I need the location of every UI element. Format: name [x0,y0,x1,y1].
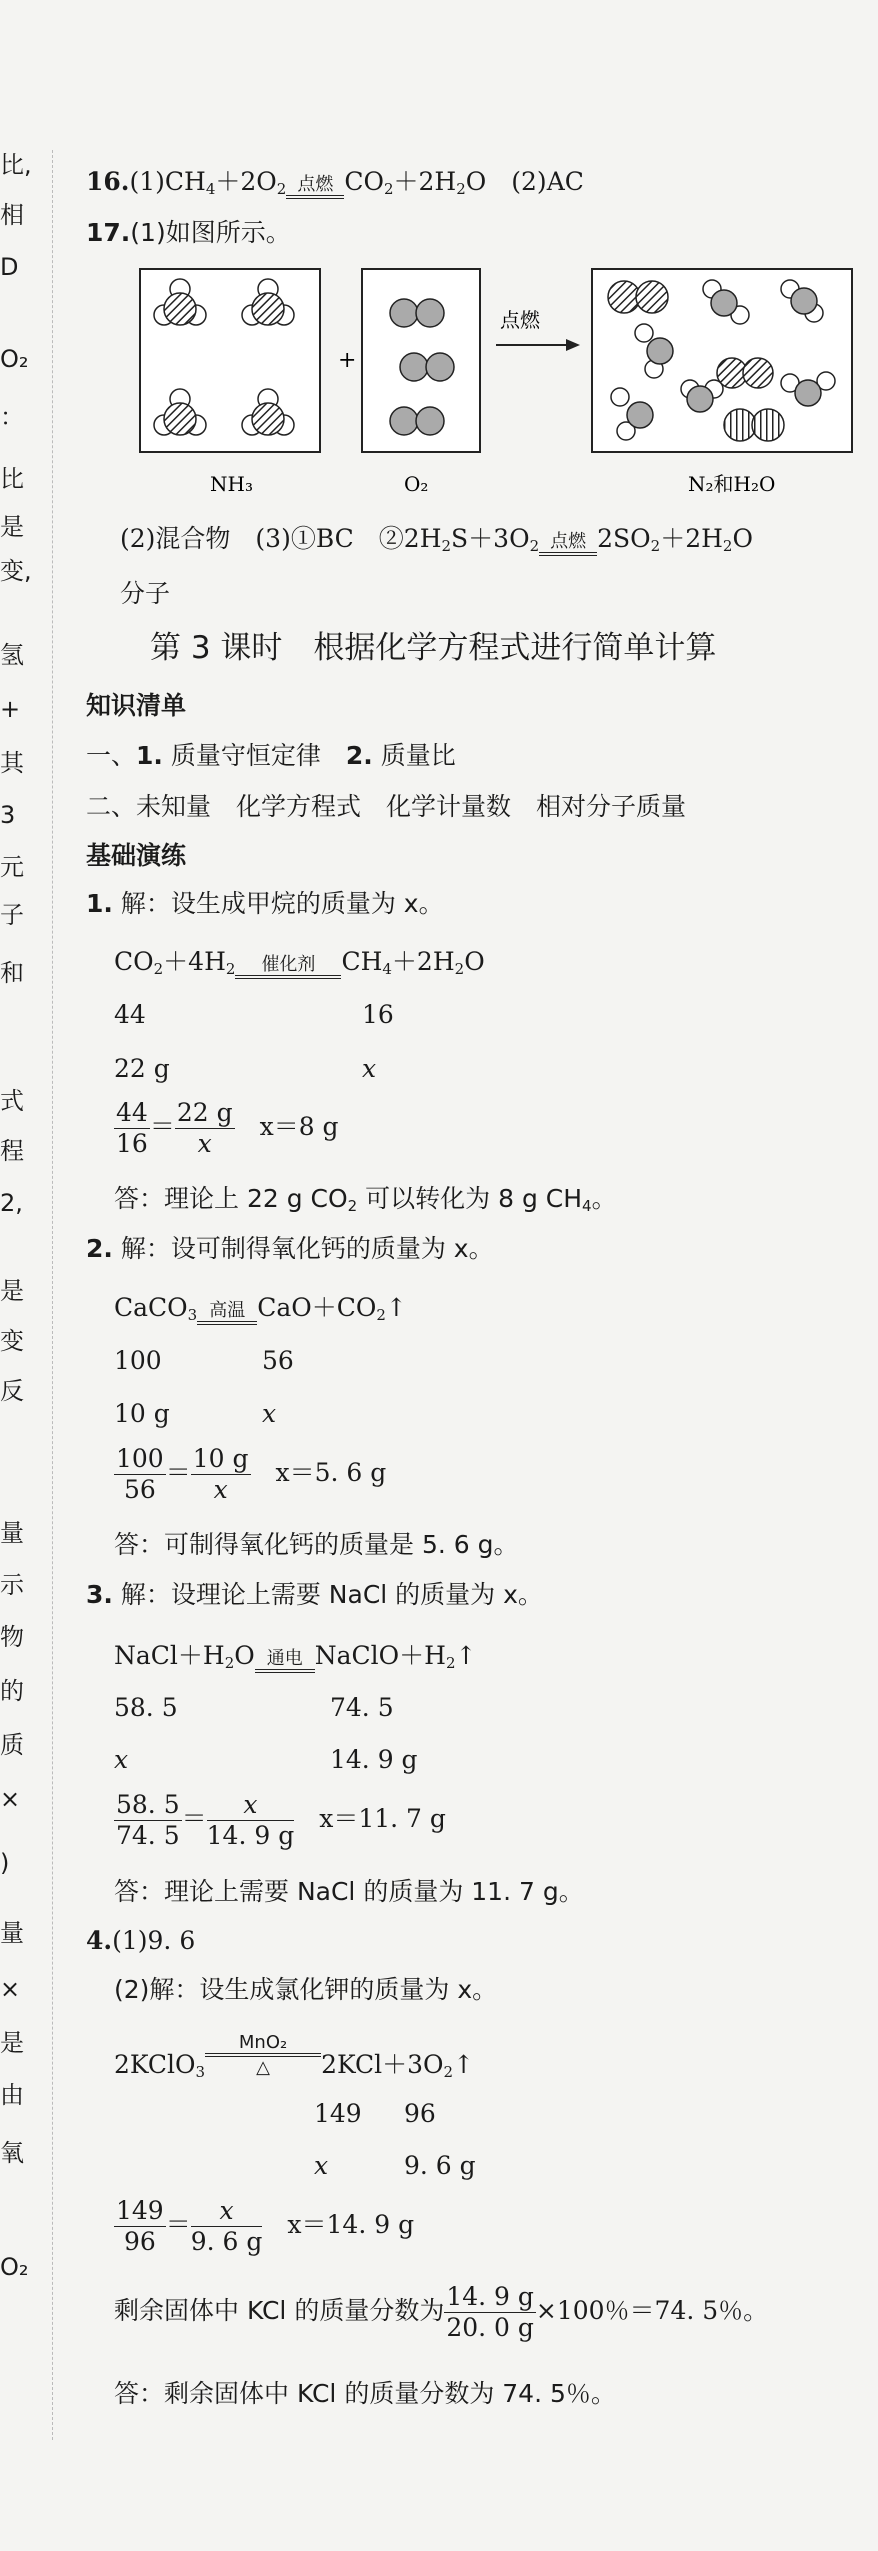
edge-char: 其 [0,749,24,777]
edge-char: 的 [0,1677,24,1705]
edge-char: 质 [0,1731,24,1759]
edge-char: 量 [0,1919,24,1947]
problem-1-answer: 答：理论上 22 g $CO_2$ 可以转化为 8 g $CH_4$。 [114,1184,617,1215]
edge-char: 是 [0,1277,24,1305]
problem-3-answer: 答：理论上需要 NaCl 的质量为 11. 7 g。 [114,1877,584,1906]
section-practice-title: 基础演练 [86,841,187,870]
question-17-part2: (2)混合物 (3)①BC $②2H_2S+3O_2$ 点燃 $2SO_2+2H_2O$ [120,524,753,555]
problem-3-ratio-b: 74. 5 [330,1693,394,1722]
edge-char: × [0,1785,21,1813]
problem-4-part2-intro: (2)解：设生成氯化钾的质量为 x。 [114,1975,498,2004]
problem-4-answer: 答：剩余固体中 KCl 的质量分数为 74. 5％。 [114,2379,616,2408]
label-n2-h2o: N₂和H₂O [688,472,776,496]
label-nh3: NH₃ [210,472,253,496]
problem-2-equation: CaCO$_3$ 高温 $CaO+CO_2↑$ [114,1293,407,1324]
problem-2-ratio-b: 56 [262,1346,294,1375]
problem-2-ratio-a: 100 [114,1346,162,1375]
edge-char: 氢 [0,641,24,669]
edge-char: 量 [0,1519,24,1547]
knowledge-line-2: 二、未知量 化学方程式 化学计量数 相对分子质量 [86,792,687,821]
column-divider [52,150,53,2440]
edge-char: 比, [0,151,32,179]
edge-char: 3 [0,801,16,829]
edge-char: 2, [0,1189,23,1217]
edge-char: ) [0,1849,10,1877]
edge-char: 氧 [0,2139,24,2167]
problem-4-part1: 4.(1)9. 6 [86,1926,196,1955]
section-knowledge-title: 知识清单 [86,691,187,720]
edge-char: O₂ [0,2253,29,2281]
problem-1-ratio-a: 44 [114,1000,146,1029]
problem-4-ratio-a: 149 [314,2099,362,2128]
edge-char: × [0,1975,21,2003]
problem-1-proportion: $\frac{44}{16}$ ＝ $\frac{22 g}{x}$ x＝8 g [116,1098,339,1158]
problem-1-intro: 1. 解：设生成甲烷的质量为 x。 [86,889,444,918]
edge-char: 物 [0,1623,24,1651]
edge-char: D [0,253,19,281]
lesson-title: 第 3 课时 根据化学方程式进行简单计算 [150,630,717,666]
question-17-part2-cont: 分子 [120,579,171,608]
edge-char: + [0,695,21,723]
problem-2-mass-a: 10 g [114,1399,170,1428]
edge-char: 变, [0,557,32,585]
problem-2-answer: 答：可制得氧化钙的质量是 5. 6 g。 [114,1530,519,1559]
edge-char: 和 [0,959,24,987]
molecule-diagram [100,255,860,515]
edge-char: 变 [0,1327,24,1355]
problem-2-mass-b: x [262,1399,277,1428]
problem-1-equation: $CO_2+4H_2$ 催化剂 $CH_4+2H_2O$ [114,947,485,978]
edge-char: 由 [0,2081,24,2109]
edge-char: 示 [0,1571,24,1599]
problem-3-equation: $NaCl+H_2O$ 通电 $NaClO+H_2↑$ [114,1641,477,1672]
problem-4-percentage: 剩余固体中 KCl 的质量分数为 $\frac{14. 9 g}{20. 0 g}$ ×100％＝74. 5％。 [114,2282,769,2342]
problem-3-ratio-a: 58. 5 [114,1693,178,1722]
edge-char: 比 [0,465,24,493]
edge-char: 是 [0,513,24,541]
problem-4-ratio-b: 96 [404,2099,436,2128]
question-16: $16.(1)CH_4+2O_2$ 点燃 $CO_2+2H_2O$ (2)AC [86,167,584,198]
edge-char: 子 [0,901,24,929]
edge-char: 元 [0,853,24,881]
problem-3-proportion: $\frac{58. 5}{74. 5}$ ＝ $\frac{x}{14. 9 g}$ x＝11. 7 g [116,1790,446,1850]
question-17: 17.(1)如图所示。 [86,218,291,247]
problem-3-mass-a: x [114,1745,129,1774]
arrow-label: 点燃 [500,308,540,332]
problem-4-mass-a: x [314,2151,329,2180]
problem-1-mass-a: 22 g [114,1054,170,1083]
problem-3-intro: 3. 解：设理论上需要 NaCl 的质量为 x。 [86,1580,543,1609]
problem-4-proportion: $\frac{149}{96}$ ＝ $\frac{x}{9. 6 g}$ x＝14. 9 g [116,2196,415,2256]
edge-char: 程 [0,1137,24,1165]
problem-1-ratio-b: 16 [362,1000,394,1029]
knowledge-line-1: 一、1. 质量守恒定律 2. 质量比 [86,741,456,770]
problem-4-equation: 2KClO$_3$ MnO₂ △ $2KCl+3O_2↑$ [114,2032,475,2081]
problem-4-mass-b: 9. 6 g [404,2151,476,2180]
edge-char: O₂ [0,345,29,373]
edge-char: 式 [0,1087,24,1115]
edge-char: ： [0,403,24,431]
problem-2-proportion: $\frac{100}{56}$ ＝ $\frac{10 g}{x}$ x＝5. 6 g [116,1444,387,1504]
edge-char: 是 [0,2029,24,2057]
edge-char: 反 [0,1377,24,1405]
problem-1-mass-b: x [362,1054,377,1083]
problem-3-mass-b: 14. 9 g [330,1745,418,1774]
label-o2: O₂ [404,472,429,496]
problem-2-intro: 2. 解：设可制得氧化钙的质量为 x。 [86,1234,494,1263]
edge-char: 相 [0,201,24,229]
plus-sign: + [338,348,357,373]
